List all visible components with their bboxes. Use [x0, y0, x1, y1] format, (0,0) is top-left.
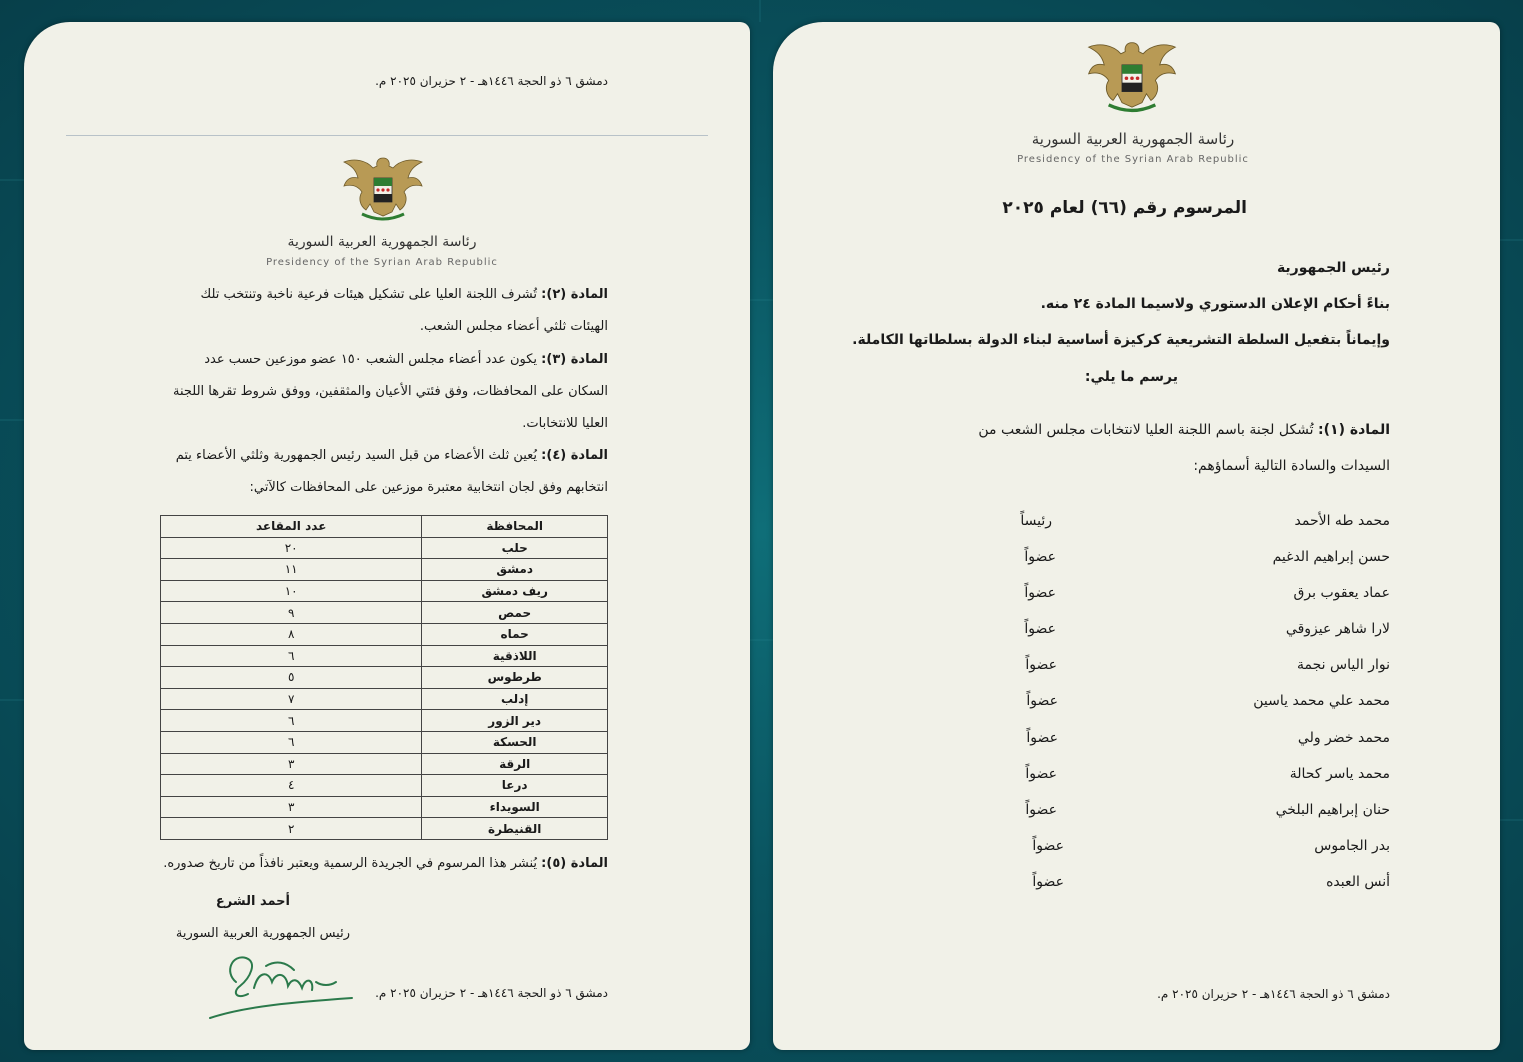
seat-count: ١٠ [161, 580, 422, 602]
header-seats: عدد المقاعد [161, 516, 422, 538]
signatory-title: رئيس الجمهورية العربية السورية [175, 926, 350, 941]
header-governorate: المحافظة [422, 516, 608, 538]
presidency-title-ar: رئاسة الجمهورية العربية السورية [1031, 130, 1235, 148]
article-3 [158, 344, 608, 440]
seat-count: ٣ [161, 796, 422, 818]
member-role: عضواً [1025, 657, 1057, 673]
seat-count: ٦ [161, 731, 422, 753]
seat-count: ٩ [161, 602, 422, 624]
governorate-name: حلب [422, 537, 608, 559]
preamble-2: وإيماناً بتفعيل السلطة التشريعية كركيزة أساسية لبناء الدولة بسلطاتها الكاملة. [852, 332, 1390, 348]
table-row [161, 775, 608, 797]
date-top: دمشق ٦ ذو الحجة ١٤٤٦هـ - ٢ حزيران ٢٠٢٥ م. [375, 74, 608, 88]
decree-page-1 [773, 22, 1500, 1050]
presidency-title-en: Presidency of the Syrian Arab Republic [1017, 154, 1249, 165]
member-role: عضواً [1025, 766, 1057, 782]
governorate-name: اللاذقية [422, 645, 608, 667]
article-2-line-1: تُشرف اللجنة العليا على تشكيل هيئات فرعية ناخبة وتنتخب تلك [200, 287, 538, 302]
table-row [161, 688, 608, 710]
member-role: عضواً [1032, 874, 1064, 890]
article-4 [153, 440, 608, 504]
decree-title: المرسوم رقم (٦٦) لعام ٢٠٢٥ [1002, 198, 1247, 218]
eagle-emblem-icon [1084, 36, 1180, 116]
list-item [910, 549, 1390, 571]
member-role: رئيساً [1020, 513, 1052, 529]
article-2-line-2: الهيئات ثلثي أعضاء مجلس الشعب. [419, 319, 608, 334]
member-name: لارا شاهر عيزوقي [1285, 621, 1390, 637]
list-item [910, 838, 1390, 860]
governorate-name: دير الزور [422, 710, 608, 732]
governorate-name: السويداء [422, 796, 608, 818]
article-1-line-1: تُشكل لجنة باسم اللجنة العليا لانتخابات مجلس الشعب من [978, 422, 1314, 438]
member-role: عضواً [1026, 693, 1058, 709]
seat-count: ٢٠ [161, 537, 422, 559]
member-name: حنان إبراهيم البلخي [1275, 802, 1390, 818]
member-role: عضواً [1024, 621, 1056, 637]
preamble-1: بناءً أحكام الإعلان الدستوري ولاسيما المادة ٢٤ منه. [1040, 296, 1390, 312]
member-name: حسن إبراهيم الدغيم [1272, 549, 1390, 565]
article-2 [178, 279, 608, 343]
eagle-emblem-icon [340, 152, 426, 224]
article-1 [920, 412, 1390, 484]
article-3-label: المادة (٣): [541, 352, 608, 367]
article-1-line-2: السيدات والسادة التالية أسماؤهم: [1193, 458, 1390, 474]
list-item [910, 621, 1390, 643]
seat-count: ٤ [161, 775, 422, 797]
presidency-title-en: Presidency of the Syrian Arab Republic [266, 257, 498, 268]
governorate-seats-table [160, 515, 608, 840]
member-role: عضواً [1026, 730, 1058, 746]
table-row [161, 623, 608, 645]
presidency-title-ar: رئاسة الجمهورية العربية السورية [287, 234, 477, 250]
article-5-text: يُنشر هذا المرسوم في الجريدة الرسمية ويعتبر نافذاً من تاريخ صدوره. [163, 856, 538, 871]
member-name: بدر الجاموس [1314, 838, 1390, 854]
table-row [161, 537, 608, 559]
decrees-heading: يرسم ما يلي: [1084, 369, 1178, 385]
table-row [161, 796, 608, 818]
member-name: محمد علي محمد ياسين [1253, 693, 1390, 709]
table-header-row [161, 516, 608, 538]
article-5-label: المادة (٥): [541, 856, 608, 871]
list-item [910, 693, 1390, 715]
decree-issuer: رئيس الجمهورية [1276, 260, 1390, 276]
table-row [161, 667, 608, 689]
date-bottom: دمشق ٦ ذو الحجة ١٤٤٦هـ - ٢ حزيران ٢٠٢٥ م. [1157, 987, 1390, 1001]
article-1-label: المادة (١): [1318, 422, 1390, 438]
table-row [161, 753, 608, 775]
seat-count: ٦ [161, 710, 422, 732]
seat-count: ٦ [161, 645, 422, 667]
list-item [910, 730, 1390, 752]
signature-graphic [206, 942, 356, 1024]
article-3-line-2: السكان على المحافظات، وفق فئتي الأعيان والمثقفين، ووفق شروط تقرها اللجنة [172, 384, 608, 399]
member-role: عضواً [1025, 802, 1057, 818]
member-name: محمد خضر ولي [1297, 730, 1390, 746]
governorate-name: الرقة [422, 753, 608, 775]
table-row [161, 710, 608, 732]
table-row [161, 731, 608, 753]
member-role: عضواً [1032, 838, 1064, 854]
article-5 [148, 848, 608, 880]
member-role: عضواً [1024, 585, 1056, 601]
governorate-name: القنيطرة [422, 818, 608, 840]
table-row [161, 602, 608, 624]
header-divider [66, 135, 708, 136]
member-role: عضواً [1024, 549, 1056, 565]
list-item [910, 513, 1390, 535]
governorate-name: حمص [422, 602, 608, 624]
table-row [161, 559, 608, 581]
article-4-line-1: يُعين ثلث الأعضاء من قبل السيد رئيس الجمهورية وثلثي الأعضاء يتم [175, 448, 538, 463]
seat-count: ٢ [161, 818, 422, 840]
article-4-line-2: انتخابهم وفق لجان انتخابية معتبرة موزعين على المحافظات كالآتي: [249, 480, 608, 495]
member-name: محمد ياسر كحالة [1289, 766, 1390, 782]
governorate-name: درعا [422, 775, 608, 797]
table-row [161, 645, 608, 667]
list-item [910, 585, 1390, 607]
signatory-name: أحمد الشرع [215, 894, 290, 909]
governorate-name: طرطوس [422, 667, 608, 689]
table-row [161, 818, 608, 840]
seat-count: ٨ [161, 623, 422, 645]
article-2-label: المادة (٢): [541, 287, 608, 302]
governorate-name: دمشق [422, 559, 608, 581]
article-3-line-1: يكون عدد أعضاء مجلس الشعب ١٥٠ عضو موزعين حسب عدد [204, 352, 538, 367]
member-name: محمد طه الأحمد [1294, 513, 1390, 529]
decree-page-2 [24, 22, 750, 1050]
member-name: نوار الياس نجمة [1297, 657, 1390, 673]
list-item [910, 874, 1390, 896]
seat-count: ٧ [161, 688, 422, 710]
article-4-label: المادة (٤): [541, 448, 608, 463]
member-name: أنس العبده [1326, 874, 1390, 890]
seat-count: ٥ [161, 667, 422, 689]
governorate-name: حماه [422, 623, 608, 645]
list-item [910, 657, 1390, 679]
governorate-name: الحسكة [422, 731, 608, 753]
table-row [161, 580, 608, 602]
list-item [910, 766, 1390, 788]
article-3-line-3: العليا للانتخابات. [522, 416, 608, 431]
governorate-name: إدلب [422, 688, 608, 710]
member-name: عماد يعقوب برق [1293, 585, 1390, 601]
date-bottom: دمشق ٦ ذو الحجة ١٤٤٦هـ - ٢ حزيران ٢٠٢٥ م. [375, 986, 608, 1000]
seat-count: ١١ [161, 559, 422, 581]
list-item [910, 802, 1390, 824]
governorate-name: ريف دمشق [422, 580, 608, 602]
seat-count: ٣ [161, 753, 422, 775]
